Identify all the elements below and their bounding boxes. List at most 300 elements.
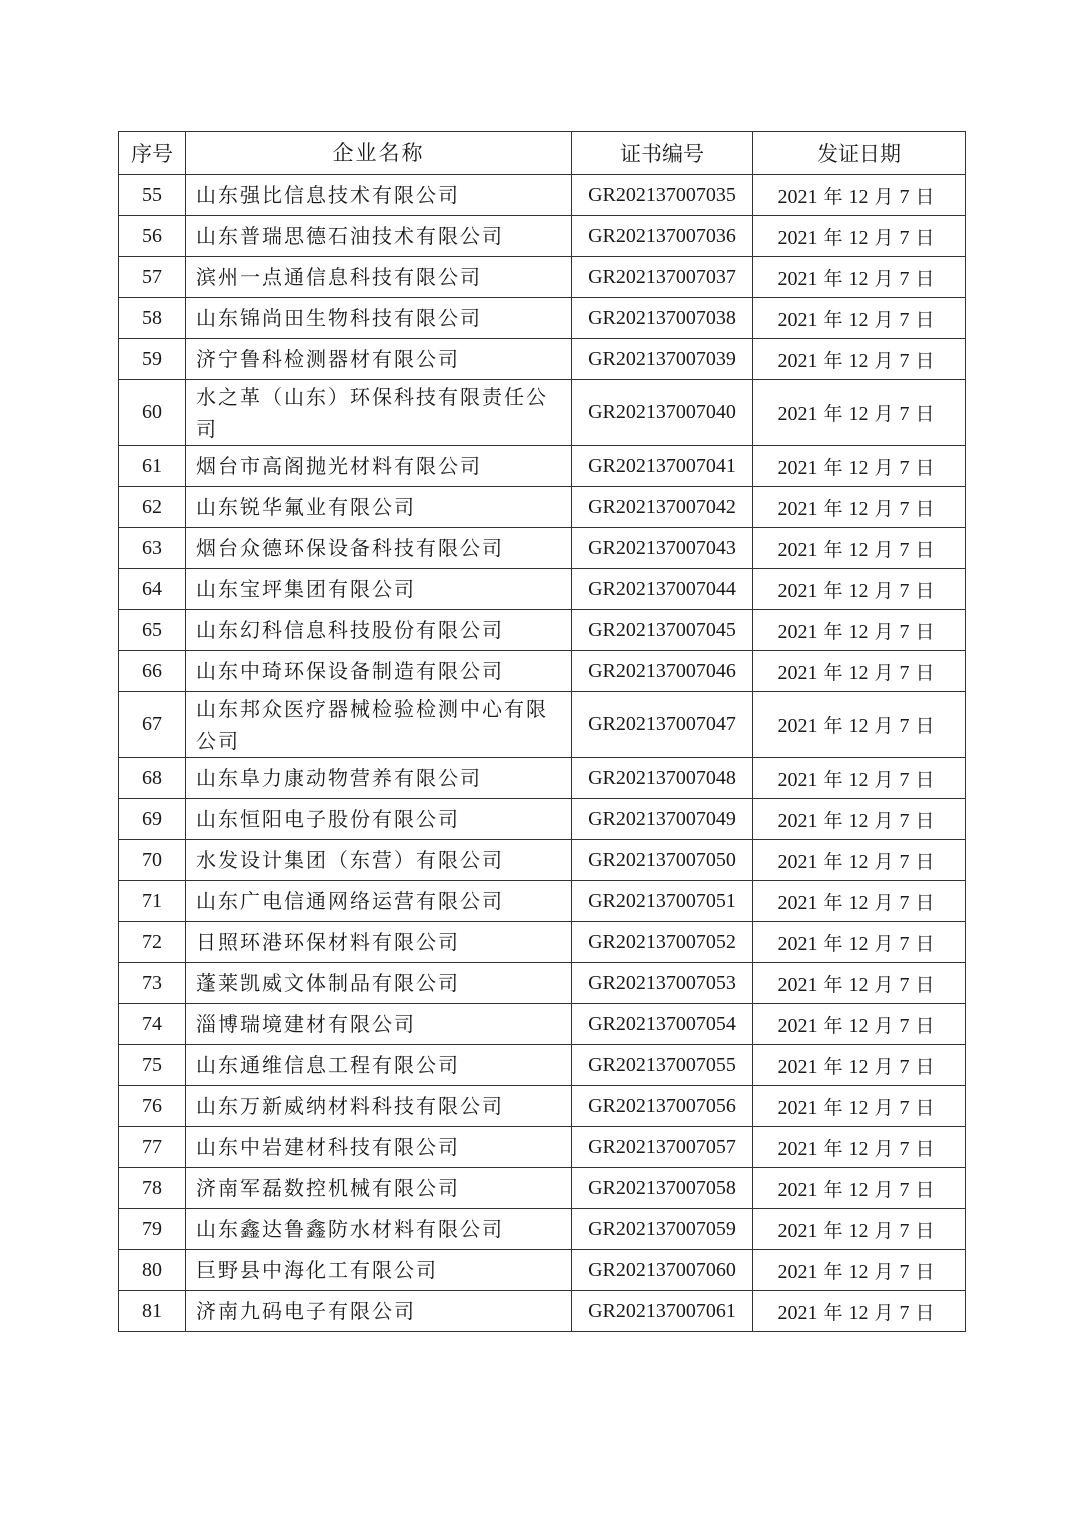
row-certificate-number: GR202137007040 — [572, 380, 753, 446]
date-year-char: 年 — [823, 456, 843, 479]
row-certificate-number: GR202137007053 — [572, 963, 753, 1004]
date-day-char: 日 — [915, 973, 935, 996]
date-month: 12 — [848, 267, 869, 290]
date-year: 2021 — [777, 456, 818, 479]
date-year: 2021 — [777, 308, 818, 331]
row-company-name: 济宁鲁科检测器材有限公司 — [186, 339, 572, 380]
date-year-char: 年 — [823, 1137, 843, 1160]
date-month: 12 — [848, 349, 869, 372]
date-month: 12 — [848, 1055, 869, 1078]
row-no: 65 — [119, 610, 186, 651]
row-certificate-number: GR202137007044 — [572, 569, 753, 610]
row-certificate-number: GR202137007061 — [572, 1291, 753, 1332]
date-year-char: 年 — [823, 403, 843, 425]
date-year: 2021 — [777, 1137, 818, 1160]
row-no: 69 — [119, 799, 186, 840]
date-year: 2021 — [777, 1178, 818, 1201]
date-day: 7 — [899, 973, 910, 996]
row-no: 63 — [119, 528, 186, 569]
row-certificate-number: GR202137007043 — [572, 528, 753, 569]
table-row — [119, 1209, 966, 1250]
row-company-name: 济南军磊数控机械有限公司 — [186, 1168, 572, 1209]
row-no: 66 — [119, 651, 186, 692]
row-company-name: 烟台众德环保设备科技有限公司 — [186, 528, 572, 569]
date-year-char: 年 — [823, 768, 843, 791]
date-year: 2021 — [777, 932, 818, 955]
date-month: 12 — [848, 1137, 869, 1160]
date-month: 12 — [848, 1260, 869, 1283]
row-no: 71 — [119, 881, 186, 922]
table-row — [119, 216, 966, 257]
date-day: 7 — [899, 538, 910, 561]
date-day: 7 — [899, 1014, 910, 1037]
row-certificate-number: GR202137007056 — [572, 1086, 753, 1127]
row-certificate-number: GR202137007041 — [572, 446, 753, 487]
row-issue-date — [753, 881, 966, 922]
row-issue-date — [753, 380, 966, 446]
row-company-name: 山东锦尚田生物科技有限公司 — [186, 298, 572, 339]
row-issue-date — [753, 1004, 966, 1045]
row-company-name: 烟台市高阁抛光材料有限公司 — [186, 446, 572, 487]
date-year: 2021 — [777, 538, 818, 561]
table-row — [119, 1250, 966, 1291]
table-row — [119, 1045, 966, 1086]
date-year-char: 年 — [823, 661, 843, 684]
date-year-char: 年 — [823, 973, 843, 996]
date-day-char: 日 — [915, 620, 935, 643]
date-day: 7 — [899, 349, 910, 372]
row-company-name: 日照环港环保材料有限公司 — [186, 922, 572, 963]
row-company-name: 水发设计集团（东营）有限公司 — [186, 840, 572, 881]
date-year-char: 年 — [823, 850, 843, 873]
date-year: 2021 — [777, 620, 818, 643]
date-day-char: 日 — [915, 403, 935, 425]
table-row — [119, 1168, 966, 1209]
date-day: 7 — [899, 768, 910, 791]
date-day: 7 — [899, 1137, 910, 1160]
date-month-char: 月 — [874, 1301, 894, 1324]
row-certificate-number: GR202137007046 — [572, 651, 753, 692]
date-month-char: 月 — [874, 891, 894, 914]
date-day-char: 日 — [915, 932, 935, 955]
date-day: 7 — [899, 403, 910, 425]
date-month-char: 月 — [874, 308, 894, 331]
date-year-char: 年 — [823, 308, 843, 331]
row-issue-date — [753, 569, 966, 610]
row-no: 73 — [119, 963, 186, 1004]
row-no: 80 — [119, 1250, 186, 1291]
date-day-char: 日 — [915, 1096, 935, 1119]
row-no: 68 — [119, 758, 186, 799]
row-certificate-number: GR202137007038 — [572, 298, 753, 339]
date-month-char: 月 — [874, 185, 894, 208]
date-month-char: 月 — [874, 497, 894, 520]
date-day: 7 — [899, 1260, 910, 1283]
date-year-char: 年 — [823, 1014, 843, 1037]
date-month: 12 — [848, 185, 869, 208]
row-company-name: 山东广电信通网络运营有限公司 — [186, 881, 572, 922]
row-issue-date — [753, 1168, 966, 1209]
row-certificate-number: GR202137007052 — [572, 922, 753, 963]
date-year-char: 年 — [823, 1178, 843, 1201]
row-company-name: 山东宝坪集团有限公司 — [186, 569, 572, 610]
date-month: 12 — [848, 1219, 869, 1242]
row-issue-date — [753, 922, 966, 963]
row-certificate-number: GR202137007042 — [572, 487, 753, 528]
date-month-char: 月 — [874, 579, 894, 602]
row-company-name: 山东恒阳电子股份有限公司 — [186, 799, 572, 840]
table-row — [119, 881, 966, 922]
table-row — [119, 1004, 966, 1045]
date-day: 7 — [899, 1219, 910, 1242]
date-year-char: 年 — [823, 1301, 843, 1324]
table-row — [119, 339, 966, 380]
row-issue-date — [753, 1086, 966, 1127]
date-month: 12 — [848, 932, 869, 955]
row-no: 67 — [119, 692, 186, 758]
date-day-char: 日 — [915, 1178, 935, 1201]
table-row — [119, 257, 966, 298]
date-year: 2021 — [777, 809, 818, 832]
date-month: 12 — [848, 715, 869, 737]
date-month: 12 — [848, 809, 869, 832]
date-month-char: 月 — [874, 1137, 894, 1160]
date-year-char: 年 — [823, 226, 843, 249]
date-year-char: 年 — [823, 497, 843, 520]
row-issue-date — [753, 1250, 966, 1291]
date-month: 12 — [848, 403, 869, 425]
date-day-char: 日 — [915, 538, 935, 561]
row-issue-date — [753, 1045, 966, 1086]
row-issue-date — [753, 528, 966, 569]
date-day-char: 日 — [915, 185, 935, 208]
table-row — [119, 1127, 966, 1168]
row-issue-date — [753, 1209, 966, 1250]
row-no: 78 — [119, 1168, 186, 1209]
date-month: 12 — [848, 456, 869, 479]
date-day: 7 — [899, 579, 910, 602]
date-month-char: 月 — [874, 620, 894, 643]
date-month: 12 — [848, 768, 869, 791]
certificate-table — [118, 131, 966, 1332]
date-day-char: 日 — [915, 456, 935, 479]
date-month-char: 月 — [874, 1096, 894, 1119]
date-year-char: 年 — [823, 715, 843, 737]
date-month-char: 月 — [874, 1178, 894, 1201]
row-no: 75 — [119, 1045, 186, 1086]
date-day-char: 日 — [915, 850, 935, 873]
table-row — [119, 175, 966, 216]
date-day-char: 日 — [915, 226, 935, 249]
row-certificate-number: GR202137007058 — [572, 1168, 753, 1209]
date-year-char: 年 — [823, 809, 843, 832]
row-issue-date — [753, 175, 966, 216]
row-no: 57 — [119, 257, 186, 298]
row-issue-date — [753, 216, 966, 257]
row-no: 76 — [119, 1086, 186, 1127]
row-issue-date — [753, 1127, 966, 1168]
date-year-char: 年 — [823, 579, 843, 602]
date-month-char: 月 — [874, 809, 894, 832]
row-company-name: 山东邦众医疗器械检验检测中心有限公司 — [186, 692, 572, 758]
row-no: 58 — [119, 298, 186, 339]
date-day: 7 — [899, 661, 910, 684]
row-company-name: 山东鑫达鲁鑫防水材料有限公司 — [186, 1209, 572, 1250]
date-year: 2021 — [777, 185, 818, 208]
date-day: 7 — [899, 1055, 910, 1078]
row-no: 64 — [119, 569, 186, 610]
date-month-char: 月 — [874, 1014, 894, 1037]
row-issue-date — [753, 487, 966, 528]
date-month-char: 月 — [874, 1219, 894, 1242]
date-month-char: 月 — [874, 267, 894, 290]
header-issue-date: 发证日期 — [753, 132, 966, 175]
date-day-char: 日 — [915, 768, 935, 791]
date-day: 7 — [899, 850, 910, 873]
row-certificate-number: GR202137007039 — [572, 339, 753, 380]
date-day: 7 — [899, 267, 910, 290]
date-month-char: 月 — [874, 403, 894, 425]
date-day-char: 日 — [915, 1014, 935, 1037]
date-month-char: 月 — [874, 715, 894, 737]
table-row — [119, 1291, 966, 1332]
row-company-name: 山东阜力康动物营养有限公司 — [186, 758, 572, 799]
row-certificate-number: GR202137007059 — [572, 1209, 753, 1250]
date-month: 12 — [848, 891, 869, 914]
row-certificate-number: GR202137007057 — [572, 1127, 753, 1168]
row-issue-date — [753, 840, 966, 881]
date-year-char: 年 — [823, 1219, 843, 1242]
row-company-name: 山东通维信息工程有限公司 — [186, 1045, 572, 1086]
date-day: 7 — [899, 1178, 910, 1201]
date-month-char: 月 — [874, 661, 894, 684]
row-company-name: 水之革（山东）环保科技有限责任公司 — [186, 380, 572, 446]
date-year: 2021 — [777, 973, 818, 996]
date-day: 7 — [899, 932, 910, 955]
row-no: 77 — [119, 1127, 186, 1168]
row-certificate-number: GR202137007060 — [572, 1250, 753, 1291]
date-year: 2021 — [777, 1014, 818, 1037]
row-company-name: 巨野县中海化工有限公司 — [186, 1250, 572, 1291]
row-company-name: 济南九码电子有限公司 — [186, 1291, 572, 1332]
date-day-char: 日 — [915, 715, 935, 737]
date-year-char: 年 — [823, 538, 843, 561]
row-certificate-number: GR202137007035 — [572, 175, 753, 216]
date-year: 2021 — [777, 403, 818, 425]
date-year-char: 年 — [823, 267, 843, 290]
row-certificate-number: GR202137007051 — [572, 881, 753, 922]
date-day-char: 日 — [915, 1260, 935, 1283]
header-certificate-number: 证书编号 — [572, 132, 753, 175]
row-certificate-number: GR202137007054 — [572, 1004, 753, 1045]
date-year: 2021 — [777, 349, 818, 372]
date-year: 2021 — [777, 661, 818, 684]
date-month-char: 月 — [874, 1055, 894, 1078]
row-no: 61 — [119, 446, 186, 487]
row-company-name: 山东强比信息技术有限公司 — [186, 175, 572, 216]
row-no: 62 — [119, 487, 186, 528]
row-issue-date — [753, 692, 966, 758]
table-row — [119, 380, 966, 446]
row-no: 70 — [119, 840, 186, 881]
table-row — [119, 528, 966, 569]
date-month-char: 月 — [874, 932, 894, 955]
date-year: 2021 — [777, 715, 818, 737]
date-month-char: 月 — [874, 850, 894, 873]
row-certificate-number: GR202137007055 — [572, 1045, 753, 1086]
date-year-char: 年 — [823, 620, 843, 643]
row-company-name: 山东万新威纳材料科技有限公司 — [186, 1086, 572, 1127]
row-no: 81 — [119, 1291, 186, 1332]
table-row — [119, 569, 966, 610]
date-year: 2021 — [777, 1096, 818, 1119]
date-year-char: 年 — [823, 891, 843, 914]
date-year: 2021 — [777, 891, 818, 914]
date-month-char: 月 — [874, 973, 894, 996]
date-year: 2021 — [777, 850, 818, 873]
row-issue-date — [753, 651, 966, 692]
header-no: 序号 — [119, 132, 186, 175]
date-day-char: 日 — [915, 349, 935, 372]
date-day-char: 日 — [915, 267, 935, 290]
row-no: 74 — [119, 1004, 186, 1045]
table-body — [119, 175, 966, 1332]
row-company-name: 滨州一点通信息科技有限公司 — [186, 257, 572, 298]
date-day-char: 日 — [915, 661, 935, 684]
date-year: 2021 — [777, 768, 818, 791]
date-month-char: 月 — [874, 1260, 894, 1283]
table-row — [119, 610, 966, 651]
date-day-char: 日 — [915, 891, 935, 914]
date-day: 7 — [899, 891, 910, 914]
table-row — [119, 840, 966, 881]
date-day: 7 — [899, 1301, 910, 1324]
date-day: 7 — [899, 308, 910, 331]
date-day-char: 日 — [915, 809, 935, 832]
row-company-name: 山东锐华氟业有限公司 — [186, 487, 572, 528]
row-company-name: 山东中琦环保设备制造有限公司 — [186, 651, 572, 692]
row-issue-date — [753, 298, 966, 339]
date-day: 7 — [899, 715, 910, 737]
row-certificate-number: GR202137007048 — [572, 758, 753, 799]
date-month: 12 — [848, 973, 869, 996]
table-row — [119, 446, 966, 487]
date-year: 2021 — [777, 497, 818, 520]
date-day: 7 — [899, 1096, 910, 1119]
date-month: 12 — [848, 538, 869, 561]
date-month: 12 — [848, 579, 869, 602]
date-month: 12 — [848, 226, 869, 249]
date-day-char: 日 — [915, 1055, 935, 1078]
row-certificate-number: GR202137007047 — [572, 692, 753, 758]
date-day: 7 — [899, 226, 910, 249]
table-row — [119, 651, 966, 692]
row-no: 60 — [119, 380, 186, 446]
date-day: 7 — [899, 497, 910, 520]
date-year-char: 年 — [823, 1260, 843, 1283]
header-company-name: 企业名称 — [186, 132, 572, 175]
date-day-char: 日 — [915, 308, 935, 331]
date-month-char: 月 — [874, 538, 894, 561]
date-year: 2021 — [777, 1260, 818, 1283]
table-row — [119, 1086, 966, 1127]
row-certificate-number: GR202137007036 — [572, 216, 753, 257]
row-issue-date — [753, 446, 966, 487]
date-year-char: 年 — [823, 185, 843, 208]
row-certificate-number: GR202137007045 — [572, 610, 753, 651]
date-month-char: 月 — [874, 456, 894, 479]
table-row — [119, 963, 966, 1004]
date-day-char: 日 — [915, 1137, 935, 1160]
date-month: 12 — [848, 661, 869, 684]
row-company-name: 山东幻科信息科技股份有限公司 — [186, 610, 572, 651]
row-issue-date — [753, 758, 966, 799]
row-certificate-number: GR202137007037 — [572, 257, 753, 298]
row-no: 79 — [119, 1209, 186, 1250]
date-month: 12 — [848, 497, 869, 520]
date-month: 12 — [848, 1014, 869, 1037]
date-year: 2021 — [777, 267, 818, 290]
date-month: 12 — [848, 308, 869, 331]
row-issue-date — [753, 799, 966, 840]
row-no: 72 — [119, 922, 186, 963]
date-month: 12 — [848, 1301, 869, 1324]
date-year: 2021 — [777, 579, 818, 602]
date-year-char: 年 — [823, 932, 843, 955]
date-year: 2021 — [777, 1055, 818, 1078]
row-company-name: 山东中岩建材科技有限公司 — [186, 1127, 572, 1168]
row-issue-date — [753, 257, 966, 298]
date-day: 7 — [899, 620, 910, 643]
date-month: 12 — [848, 850, 869, 873]
table-row — [119, 758, 966, 799]
date-month-char: 月 — [874, 349, 894, 372]
date-year: 2021 — [777, 1301, 818, 1324]
row-company-name: 山东普瑞思德石油技术有限公司 — [186, 216, 572, 257]
table-header-row — [119, 132, 966, 175]
date-year-char: 年 — [823, 1055, 843, 1078]
row-certificate-number: GR202137007049 — [572, 799, 753, 840]
date-month: 12 — [848, 620, 869, 643]
row-no: 55 — [119, 175, 186, 216]
table-row — [119, 922, 966, 963]
row-certificate-number: GR202137007050 — [572, 840, 753, 881]
date-day: 7 — [899, 809, 910, 832]
date-day-char: 日 — [915, 1301, 935, 1324]
row-company-name: 淄博瑞境建材有限公司 — [186, 1004, 572, 1045]
table-row — [119, 799, 966, 840]
date-year-char: 年 — [823, 349, 843, 372]
row-issue-date — [753, 610, 966, 651]
date-month-char: 月 — [874, 768, 894, 791]
date-month: 12 — [848, 1178, 869, 1201]
row-no: 59 — [119, 339, 186, 380]
date-day: 7 — [899, 456, 910, 479]
row-no: 56 — [119, 216, 186, 257]
date-year: 2021 — [777, 1219, 818, 1242]
table-row — [119, 487, 966, 528]
date-month-char: 月 — [874, 226, 894, 249]
date-month: 12 — [848, 1096, 869, 1119]
row-issue-date — [753, 963, 966, 1004]
row-company-name: 蓬莱凯威文体制品有限公司 — [186, 963, 572, 1004]
date-year-char: 年 — [823, 1096, 843, 1119]
row-issue-date — [753, 339, 966, 380]
table-row — [119, 692, 966, 758]
date-day-char: 日 — [915, 579, 935, 602]
date-day: 7 — [899, 185, 910, 208]
row-issue-date — [753, 1291, 966, 1332]
